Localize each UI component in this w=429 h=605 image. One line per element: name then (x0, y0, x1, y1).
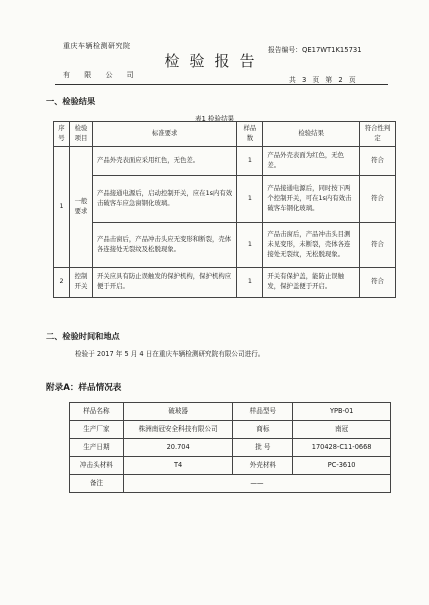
field-value: YPB-01 (293, 403, 391, 421)
field-value: 破玻器 (123, 403, 233, 421)
col-header: 检验结果 (263, 122, 360, 147)
field-value: —— (123, 475, 390, 493)
field-value: 170428-C11-0668 (293, 439, 391, 457)
section-title-time-place: 二、检验时间和地点 (46, 331, 120, 341)
result-cell: 产品外壳表面为红色，无色差。 (263, 146, 360, 175)
field-label: 外壳材料 (233, 457, 293, 475)
table-row (54, 146, 396, 175)
sample-count: 1 (237, 175, 263, 222)
field-label: 冲击头材料 (70, 457, 124, 475)
page-info: 共 3 页 第 2 页 (289, 76, 356, 84)
verdict-cell: 符合 (360, 146, 396, 175)
field-value: 株洲南冠安全科技有限公司 (123, 421, 233, 439)
inspection-time-text: 检验于 2017 年 5 月 4 日在重庆车辆检测研究院有限公司进行。 (75, 350, 265, 358)
table-caption: 表1 检验结果 (195, 115, 235, 123)
requirement-cell: 开关应具有防止误触发的保护机构，保护机构应便于开启。 (92, 267, 236, 297)
table-row (70, 421, 391, 439)
section-title-results: 一、检验结果 (46, 96, 96, 106)
report-number: 报告编号：QE17WT1K15731 (268, 46, 362, 54)
inspection-item: 控制开关 (69, 267, 92, 297)
row-number: 1 (54, 146, 70, 267)
sample-count: 1 (237, 267, 263, 297)
requirement-cell: 产品接通电源后，启动控制开关，应在1s内有效击破客车应急窗钢化玻璃。 (92, 175, 236, 222)
table-header-row (54, 122, 396, 147)
field-label: 样品名称 (70, 403, 124, 421)
result-cell: 产品接通电源后，同时按下两个控制开关，可在1s内有效击破客车钢化玻璃。 (263, 175, 360, 222)
col-header: 序号 (54, 122, 70, 147)
field-label: 生产日期 (70, 439, 124, 457)
institute-name: 重庆车辆检测研究院 (63, 42, 131, 50)
requirement-cell: 产品击窗后，产品冲击头应无变形和断裂，壳体各连接处无裂纹及松脱现象。 (92, 222, 236, 267)
result-cell: 开关有保护盖，能防止误触发，保护盖便于开启。 (263, 267, 360, 297)
table-row (54, 175, 396, 222)
appendix-title: 附录A：样品情况表 (46, 383, 122, 393)
field-label: 商标 (233, 421, 293, 439)
field-value: T4 (123, 457, 233, 475)
field-label: 样品型号 (233, 403, 293, 421)
field-value: 南冠 (293, 421, 391, 439)
verdict-cell: 符合 (360, 222, 396, 267)
inspection-item: 一般要求 (69, 146, 92, 267)
verdict-cell: 符合 (360, 175, 396, 222)
verdict-cell: 符合 (360, 267, 396, 297)
sample-count: 1 (237, 222, 263, 267)
col-header: 符合性判定 (360, 122, 396, 147)
header-rule (55, 84, 388, 85)
row-number: 2 (54, 267, 70, 297)
field-value: PC-3610 (293, 457, 391, 475)
table-row (70, 403, 391, 421)
sample-count: 1 (237, 146, 263, 175)
institute-name-suffix: 有 限 公 司 (63, 71, 140, 79)
col-header: 样品数 (237, 122, 263, 147)
field-value: 20.704 (123, 439, 233, 457)
table-row (70, 457, 391, 475)
field-label: 批 号 (233, 439, 293, 457)
document-title: 检验报告 (164, 52, 265, 70)
table-row (70, 439, 391, 457)
col-header: 标准要求 (92, 122, 236, 147)
col-header: 检验项目 (69, 122, 92, 147)
requirement-cell: 产品外壳表面应采用红色，无色差。 (92, 146, 236, 175)
field-label: 备注 (70, 475, 124, 493)
table-row (70, 475, 391, 493)
table-row (54, 222, 396, 267)
results-table (53, 121, 396, 298)
field-label: 生产厂家 (70, 421, 124, 439)
table-row (54, 267, 396, 297)
sample-info-table (69, 402, 391, 493)
result-cell: 产品击窗后，产品冲击头目测未见变形，未断裂，壳体各连接处无裂纹，无松脱现象。 (263, 222, 360, 267)
